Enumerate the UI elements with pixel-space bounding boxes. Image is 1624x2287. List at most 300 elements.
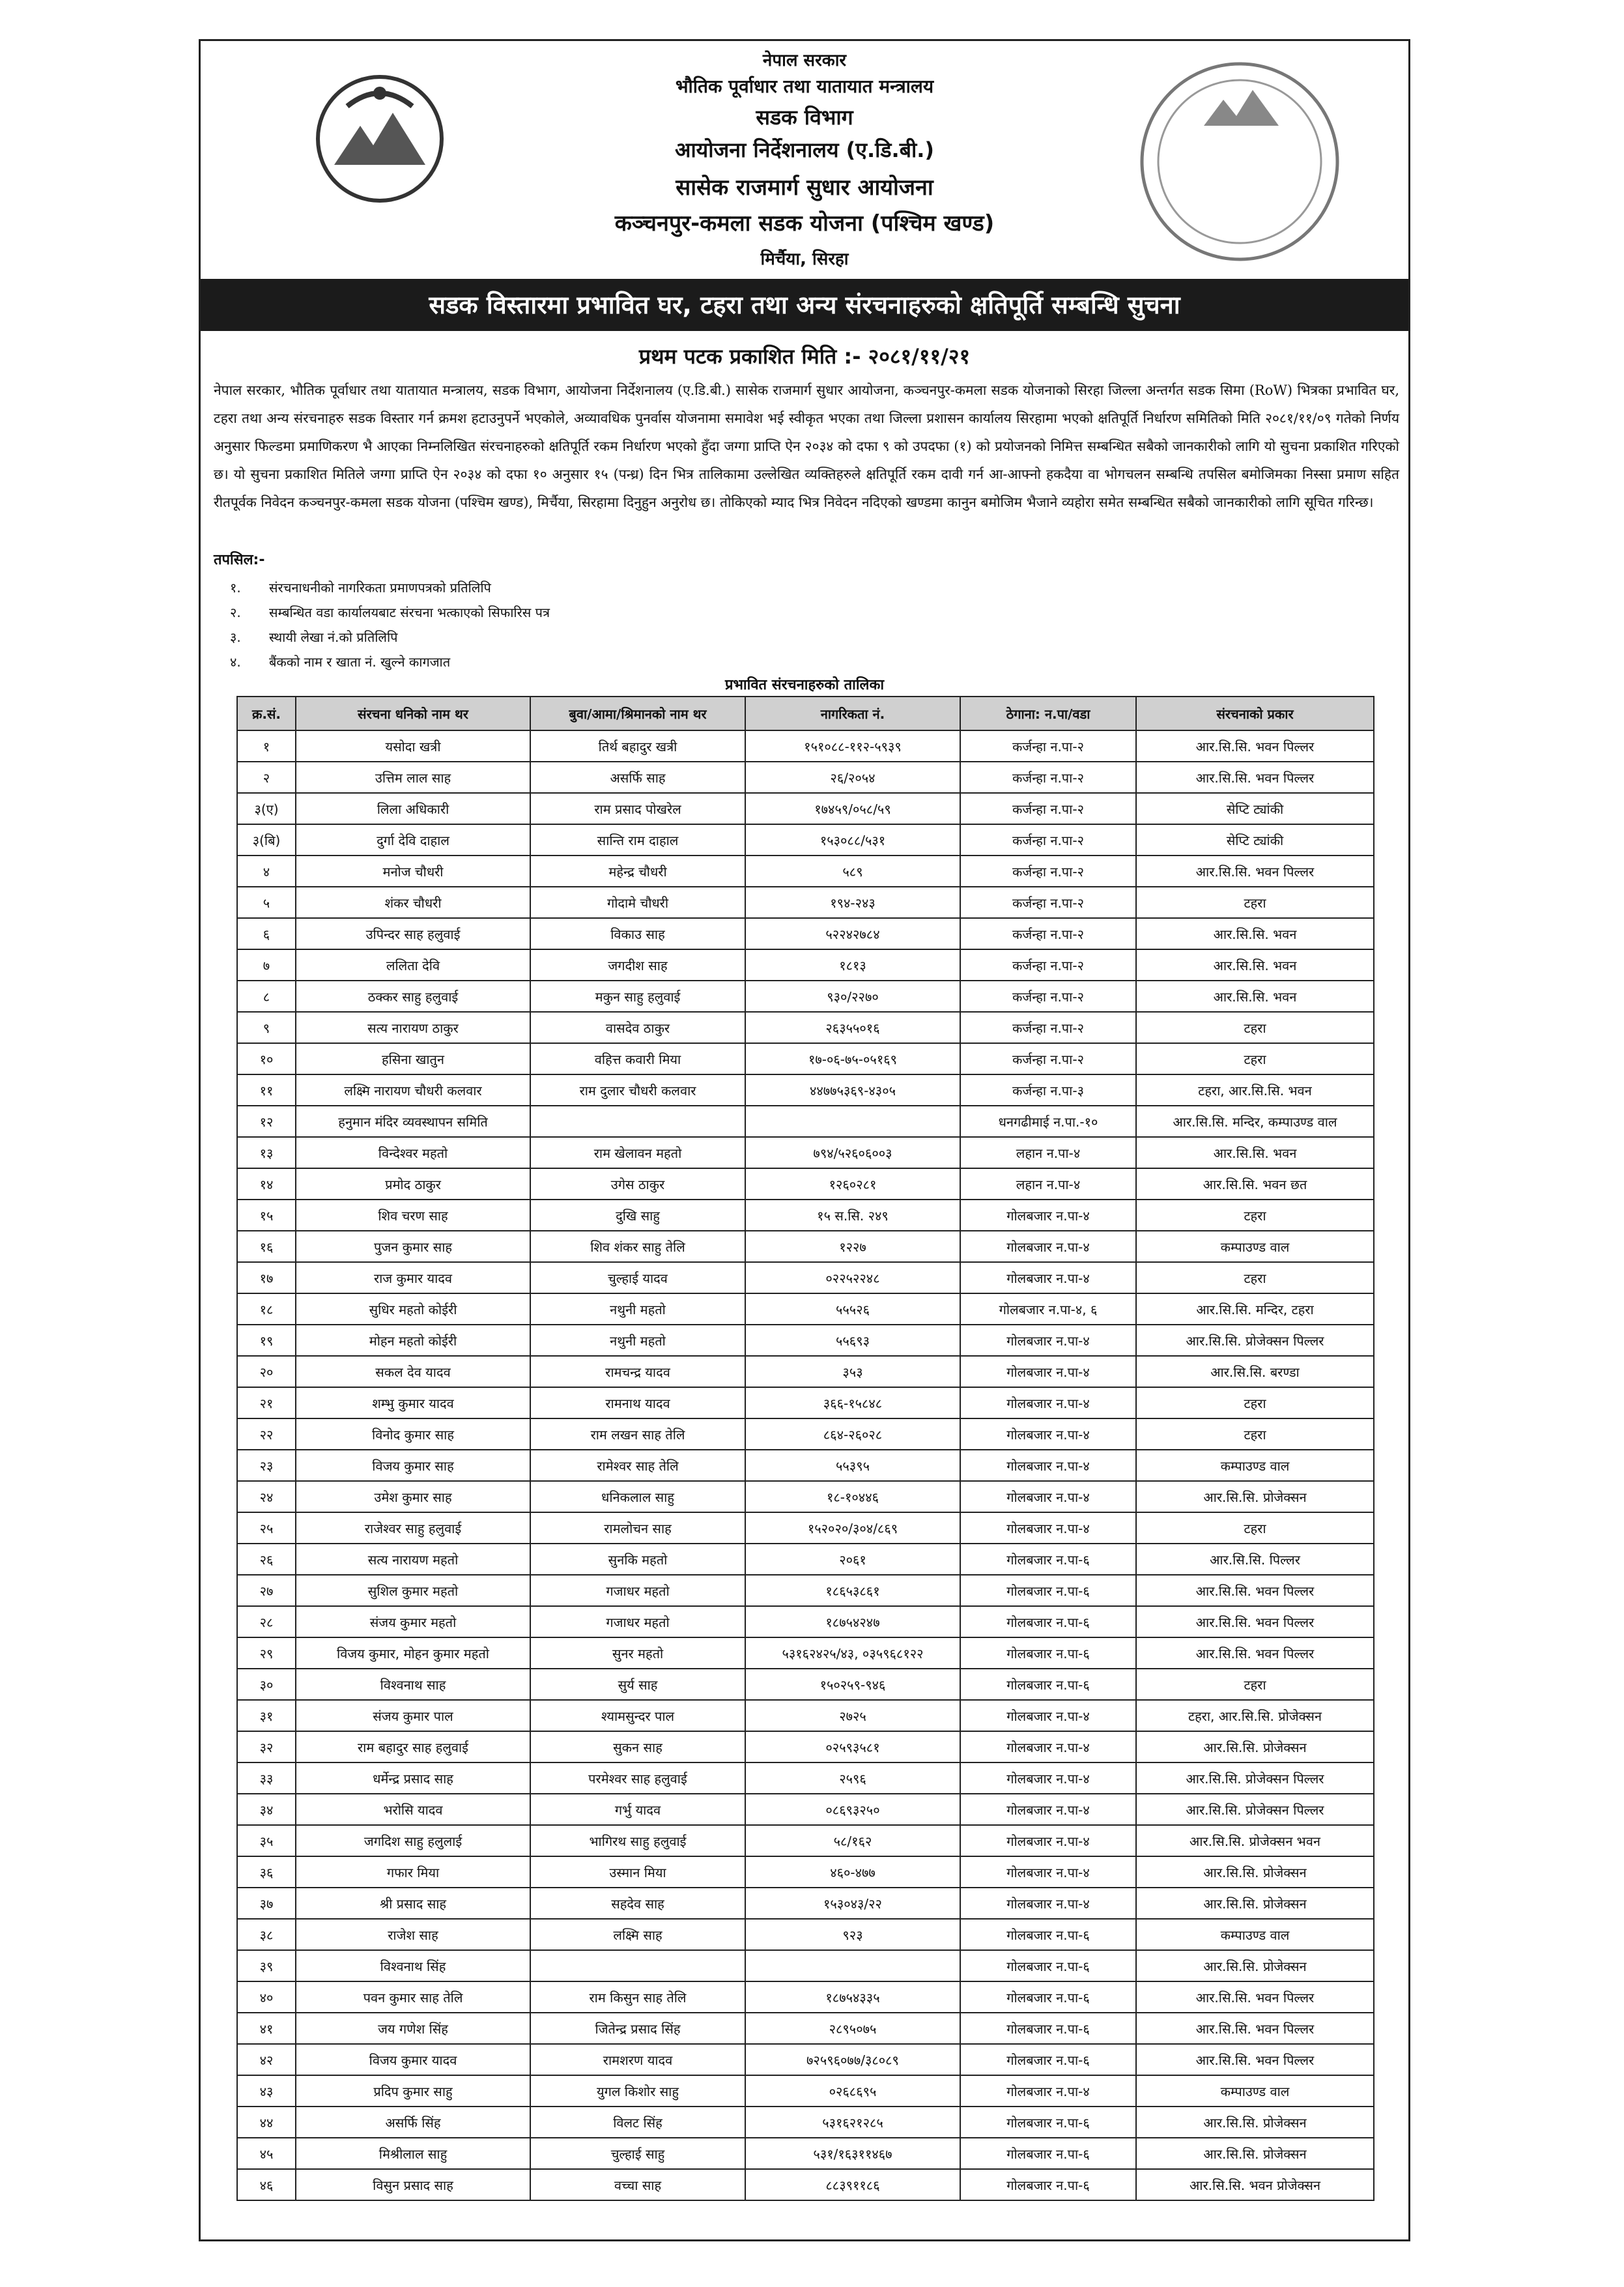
- cell-address: गोलबजार न.पा-६: [960, 1950, 1136, 1981]
- cell-parent-spouse-name: गजाधर महतो: [530, 1575, 745, 1606]
- cell-parent-spouse-name: सुर्य साह: [530, 1669, 745, 1700]
- cell-address: गोलबजार न.पा-४: [960, 1450, 1136, 1481]
- cell-citizenship-number: २८९५०७५: [745, 2013, 960, 2044]
- cell-address: कर्जन्हा न.पा-२: [960, 730, 1136, 762]
- cell-owner-name: राज कुमार यादव: [296, 1262, 530, 1293]
- cell-parent-spouse-name: वहित्त कवारी मिया: [530, 1043, 745, 1074]
- cell-serial: २५: [237, 1512, 296, 1544]
- cell-parent-spouse-name: धनिकलाल साहु: [530, 1481, 745, 1512]
- cell-structure-type: आर.सि.सि. बरण्डा: [1136, 1356, 1374, 1387]
- table-row: [237, 1231, 1374, 1262]
- document-number: २.: [230, 605, 241, 620]
- cell-owner-name: जगदिश साहु हलुलाई: [296, 1825, 530, 1856]
- cell-serial: ९: [237, 1012, 296, 1043]
- header-line-7: मिर्चैया, सिरहा: [760, 250, 849, 269]
- cell-address: गोलबजार न.पा-४: [960, 1262, 1136, 1293]
- cell-owner-name: श्री प्रसाद साह: [296, 1888, 530, 1919]
- table-row: [237, 1669, 1374, 1700]
- cell-owner-name: विजय कुमार यादव: [296, 2044, 530, 2075]
- cell-serial: ३९: [237, 1950, 296, 1981]
- cell-citizenship-number: ५३१/१६३११४६७: [745, 2138, 960, 2169]
- cell-parent-spouse-name: रामनाथ यादव: [530, 1387, 745, 1418]
- cell-owner-name: राजेश्वर साहु हलुवाई: [296, 1512, 530, 1544]
- cell-citizenship-number: १८६५३८६१: [745, 1575, 960, 1606]
- cell-serial: ३१: [237, 1700, 296, 1731]
- notice-title-banner: सडक विस्तारमा प्रभावित घर, टहरा तथा अन्य संरचनाहरुको क्षतिपूर्ति सम्बन्धि सुचना: [201, 279, 1408, 331]
- cell-serial: १३: [237, 1137, 296, 1168]
- cell-serial: २२: [237, 1418, 296, 1450]
- cell-structure-type: आर.सि.सि. भवन: [1136, 1137, 1374, 1168]
- cell-parent-spouse-name: युगल किशोर साहु: [530, 2075, 745, 2107]
- cell-structure-type: टहरा: [1136, 1669, 1374, 1700]
- cell-parent-spouse-name: तिर्थ बहादुर खत्री: [530, 730, 745, 762]
- cell-owner-name: मनोज चौधरी: [296, 856, 530, 887]
- cell-address: धनगढीमाई न.पा.-१०: [960, 1106, 1136, 1137]
- cell-address: कर्जन्हा न.पा-२: [960, 793, 1136, 824]
- cell-address: गोलबजार न.पा-६: [960, 2107, 1136, 2138]
- table-row: [237, 949, 1374, 981]
- cell-address: गोलबजार न.पा-४: [960, 1387, 1136, 1418]
- header-line-4: आयोजना निर्देशनालय (ए.डि.बी.): [674, 137, 935, 162]
- cell-serial: ६: [237, 918, 296, 949]
- table-row: [237, 1074, 1374, 1106]
- cell-address: कर्जन्हा न.पा-२: [960, 981, 1136, 1012]
- cell-structure-type: आर.सि.सि. भवन पिल्लर: [1136, 2044, 1374, 2075]
- cell-address: गोलबजार न.पा-६: [960, 1919, 1136, 1950]
- cell-address: कर्जन्हा न.पा-२: [960, 824, 1136, 856]
- cell-structure-type: कम्पाउण्ड वाल: [1136, 2075, 1374, 2107]
- cell-structure-type: आर.सि.सि. भवन पिल्लर: [1136, 1575, 1374, 1606]
- cell-parent-spouse-name: राम लखन साह तेलि: [530, 1418, 745, 1450]
- cell-parent-spouse-name: गोदामे चौधरी: [530, 887, 745, 918]
- cell-structure-type: आर.सि.सि. भवन पिल्लर: [1136, 856, 1374, 887]
- table-row: [237, 1762, 1374, 1794]
- header-line-1: नेपाल सरकार: [762, 51, 847, 70]
- document-text: सम्बन्धित वडा कार्यालयबाट संरचना भत्काएको सिफारिस पत्र: [269, 605, 550, 620]
- cell-citizenship-number: १५३०८८/५३१: [745, 824, 960, 856]
- cell-structure-type: आर.सि.सि. भवन छत: [1136, 1168, 1374, 1200]
- cell-structure-type: टहरा: [1136, 1418, 1374, 1450]
- cell-parent-spouse-name: श्यामसुन्दर पाल: [530, 1700, 745, 1731]
- cell-serial: ४६: [237, 2169, 296, 2200]
- table-row: [237, 1919, 1374, 1950]
- table-body: [237, 730, 1374, 2200]
- cell-serial: २७: [237, 1575, 296, 1606]
- cell-parent-spouse-name: चुल्हाई यादव: [530, 1262, 745, 1293]
- cell-address: कर्जन्हा न.पा-२: [960, 1012, 1136, 1043]
- table-row: [237, 1575, 1374, 1606]
- cell-structure-type: टहरा, आर.सि.सि. प्रोजेक्सन: [1136, 1700, 1374, 1731]
- cell-structure-type: आर.सि.सि. भवन पिल्लर: [1136, 730, 1374, 762]
- cell-serial: ४: [237, 856, 296, 887]
- cell-parent-spouse-name: विकाउ साह: [530, 918, 745, 949]
- cell-parent-spouse-name: जगदीश साह: [530, 949, 745, 981]
- document-text: बैंकको नाम र खाता नं. खुल्ने कागजात: [269, 654, 451, 670]
- cell-address: कर्जन्हा न.पा-२: [960, 762, 1136, 793]
- cell-parent-spouse-name: चुल्हाई साहु: [530, 2138, 745, 2169]
- cell-serial: २०: [237, 1356, 296, 1387]
- cell-address: कर्जन्हा न.पा-३: [960, 1074, 1136, 1106]
- cell-owner-name: राम बहादुर साह हलुवाई: [296, 1731, 530, 1762]
- cell-structure-type: आर.सि.सि. पिल्लर: [1136, 1544, 1374, 1575]
- cell-owner-name: विजय कुमार साह: [296, 1450, 530, 1481]
- cell-address: गोलबजार न.पा-४: [960, 1762, 1136, 1794]
- header-citizenship-number: नागरिकता नं.: [745, 697, 960, 730]
- cell-serial: २: [237, 762, 296, 793]
- cell-owner-name: सकल देव यादव: [296, 1356, 530, 1387]
- cell-serial: २४: [237, 1481, 296, 1512]
- cell-owner-name: सत्य नारायण ठाकुर: [296, 1012, 530, 1043]
- cell-parent-spouse-name: नथुनी महतो: [530, 1293, 745, 1325]
- cell-address: गोलबजार न.पा-४: [960, 1825, 1136, 1856]
- table-row: [237, 1544, 1374, 1575]
- cell-address: कर्जन्हा न.पा-२: [960, 949, 1136, 981]
- table-title: प्रभावित संरचनाहरुको तालिका: [724, 677, 885, 693]
- cell-parent-spouse-name: सान्ति राम दाहाल: [530, 824, 745, 856]
- table-row: [237, 1387, 1374, 1418]
- table-row: [237, 1481, 1374, 1512]
- cell-citizenship-number: ४६०-४७७: [745, 1856, 960, 1888]
- cell-owner-name: शंकर चौधरी: [296, 887, 530, 918]
- table-row: [237, 730, 1374, 762]
- cell-address: लहान न.पा-४: [960, 1137, 1136, 1168]
- cell-owner-name: दुर्गा देवि दाहाल: [296, 824, 530, 856]
- cell-address: गोलबजार न.पा-४: [960, 2075, 1136, 2107]
- cell-parent-spouse-name: वासदेव ठाकुर: [530, 1012, 745, 1043]
- cell-parent-spouse-name: गजाधर महतो: [530, 1606, 745, 1637]
- table-row: [237, 1043, 1374, 1074]
- cell-parent-spouse-name: दुखि साहु: [530, 1200, 745, 1231]
- cell-parent-spouse-name: भागिरथ साहु हलुवाई: [530, 1825, 745, 1856]
- cell-owner-name: विनोद कुमार साह: [296, 1418, 530, 1450]
- cell-owner-name: असर्फि सिंह: [296, 2107, 530, 2138]
- cell-parent-spouse-name: उगेस ठाकुर: [530, 1168, 745, 1200]
- cell-serial: ३५: [237, 1825, 296, 1856]
- cell-citizenship-number: २०६१: [745, 1544, 960, 1575]
- cell-structure-type: टहरा: [1136, 1387, 1374, 1418]
- cell-owner-name: शिव चरण साह: [296, 1200, 530, 1231]
- cell-citizenship-number: १८७५४३३५: [745, 1981, 960, 2013]
- cell-address: गोलबजार न.पा-६: [960, 2044, 1136, 2075]
- cell-serial: ३३: [237, 1762, 296, 1794]
- cell-citizenship-number: ४४७७५३६९-४३०५: [745, 1074, 960, 1106]
- cell-address: गोलबजार न.पा-४: [960, 1356, 1136, 1387]
- cell-address: गोलबजार न.पा-६: [960, 1606, 1136, 1637]
- cell-structure-type: टहरा: [1136, 887, 1374, 918]
- cell-address: लहान न.पा-४: [960, 1168, 1136, 1200]
- cell-structure-type: आर.सि.सि. भवन पिल्लर: [1136, 762, 1374, 793]
- table-row: [237, 1606, 1374, 1637]
- table-row: [237, 2044, 1374, 2075]
- cell-address: गोलबजार न.पा-६: [960, 1669, 1136, 1700]
- table-row: [237, 1637, 1374, 1669]
- cell-address: गोलबजार न.पा-४: [960, 1794, 1136, 1825]
- notice-paragraph: नेपाल सरकार, भौतिक पूर्वाधार तथा यातायात मन्त्रालय, सडक विभाग, आयोजना निर्देशनालय (ए.डि.बी.) सासेक राजमार्ग सुधार आयोजना, कञ्चनपुर-कमला सडक योजनाको सिरहा जिल्ला अन्तर्गत सडक सिमा (RoW) भित्रका प्रभावित घर, टहरा तथा अन्य संरचनाहरु सडक विस्तार गर्न क्रमश हटाउनुपर्ने भएकोले, अव्यावधिक पुनर्वास योजनामा समावेश भई स्वीकृत भएका तथा जिल्ला प्रशासन कार्यालय सिरहामा भएको क्षतिपूर्ति निर्धारण समितिको मिति २०८१/११/०९ गतेको निर्णय अनुसार फिल्डमा प्रमाणिकरण भै आएका निम्नलिखित संरचनाहरुको क्षतिपूर्ति रकम निर्धारण भएको हुँदा जग्गा प्राप्ति ऐन २०३४ को दफा ९ को उपदफा (१) को प्रयोजनको निमित्त सम्बन्धित सबैको जानकारीको लागि यो सुचना प्रकाशित गरिएको छ। यो सुचना प्रकाशित मितिले जग्गा प्राप्ति ऐन २०३४ को दफा १० अनुसार १५ (पन्ध्र) दिन भित्र तालिकामा उल्लेखित व्यक्तिहरुले क्षतिपूर्ति रकम दावी गर्न आ-आफ्नो हकदैया वा भोगचलन सम्बन्धि तपसिल बमोजिमका निस्सा प्रमाण सहित रीतपूर्वक निवेदन कञ्चनपुर-कमला सडक योजना (पश्चिम खण्ड), मिर्चैया, सिरहामा दिनुहुन अनुरोध छ। तोकिएको म्याद भित्र निवेदन नदिएको खण्डमा कानुन बमोजिम भैजाने व्यहोरा समेत सम्बन्धित सबैको जानकारीको लागि सूचित गरिन्छ।: [214, 382, 1399, 510]
- cell-address: गोलबजार न.पा-४: [960, 1200, 1136, 1231]
- cell-serial: ३०: [237, 1669, 296, 1700]
- cell-parent-spouse-name: शिव शंकर साहु तेलि: [530, 1231, 745, 1262]
- cell-structure-type: आर.सि.सि. भवन: [1136, 981, 1374, 1012]
- cell-structure-type: टहरा: [1136, 1262, 1374, 1293]
- cell-parent-spouse-name: लक्ष्मि साह: [530, 1919, 745, 1950]
- cell-address: गोलबजार न.पा-४: [960, 1325, 1136, 1356]
- cell-address: गोलबजार न.पा-४: [960, 1512, 1136, 1544]
- cell-owner-name: राजेश साह: [296, 1919, 530, 1950]
- cell-owner-name: विन्देश्वर महतो: [296, 1137, 530, 1168]
- cell-serial: ३६: [237, 1856, 296, 1888]
- cell-parent-spouse-name: परमेश्वर साह हलुवाई: [530, 1762, 745, 1794]
- cell-owner-name: धर्मेन्द्र प्रसाद साह: [296, 1762, 530, 1794]
- notice-frame: [199, 39, 1410, 2241]
- cell-serial: १५: [237, 1200, 296, 1231]
- cell-citizenship-number: ७२५९६०७७/३८०८९: [745, 2044, 960, 2075]
- cell-parent-spouse-name: [530, 1106, 745, 1137]
- cell-citizenship-number: १२२७: [745, 1231, 960, 1262]
- cell-structure-type: आर.सि.सि. प्रोजेक्सन: [1136, 1856, 1374, 1888]
- published-date: प्रथम पटक प्रकाशित मिति :- २०८१/११/२१: [638, 344, 971, 369]
- cell-owner-name: मोहन महतो कोईरी: [296, 1325, 530, 1356]
- cell-address: गोलबजार न.पा-६: [960, 2013, 1136, 2044]
- cell-owner-name: हसिना खातुन: [296, 1043, 530, 1074]
- cell-structure-type: आर.सि.सि. भवन पिल्लर: [1136, 2013, 1374, 2044]
- cell-structure-type: कम्पाउण्ड वाल: [1136, 1919, 1374, 1950]
- cell-owner-name: हनुमान मंदिर व्यवस्थापन समिति: [296, 1106, 530, 1137]
- cell-citizenship-number: ५२२४२७८४: [745, 918, 960, 949]
- cell-serial: ४३: [237, 2075, 296, 2107]
- table-row: [237, 1981, 1374, 2013]
- cell-structure-type: टहरा: [1136, 1512, 1374, 1544]
- cell-parent-spouse-name: मकुन साहु हलुवाई: [530, 981, 745, 1012]
- table-row: [237, 1731, 1374, 1762]
- cell-owner-name: शम्भु कुमार यादव: [296, 1387, 530, 1418]
- table-row: [237, 2138, 1374, 2169]
- table-row: [237, 1700, 1374, 1731]
- cell-structure-type: आर.सि.सि. भवन पिल्लर: [1136, 1981, 1374, 2013]
- cell-serial: ११: [237, 1074, 296, 1106]
- cell-parent-spouse-name: राम किसुन साह तेलि: [530, 1981, 745, 2013]
- cell-citizenship-number: ५८/१६२: [745, 1825, 960, 1856]
- cell-parent-spouse-name: महेन्द्र चौधरी: [530, 856, 745, 887]
- table-row: [237, 856, 1374, 887]
- header-structure-type: संरचनाको प्रकार: [1136, 697, 1374, 730]
- cell-serial: ४१: [237, 2013, 296, 2044]
- table-header-row: [237, 697, 1374, 730]
- cell-owner-name: प्रदिप कुमार साहु: [296, 2075, 530, 2107]
- cell-owner-name: संजय कुमार पाल: [296, 1700, 530, 1731]
- cell-citizenship-number: ५५६९३: [745, 1325, 960, 1356]
- cell-address: गोलबजार न.पा-४: [960, 1856, 1136, 1888]
- cell-address: गोलबजार न.पा-४: [960, 1481, 1136, 1512]
- cell-serial: ८: [237, 981, 296, 1012]
- cell-citizenship-number: ५३१६२१२८५: [745, 2107, 960, 2138]
- cell-citizenship-number: १५२०२०/३०४/८६९: [745, 1512, 960, 1544]
- cell-serial: १९: [237, 1325, 296, 1356]
- document-item: [230, 650, 550, 674]
- cell-citizenship-number: ०२५९३५८१: [745, 1731, 960, 1762]
- table-row: [237, 1418, 1374, 1450]
- affected-structures-table: [236, 696, 1375, 2201]
- cell-address: गोलबजार न.पा-६: [960, 1637, 1136, 1669]
- document-number: ३.: [230, 629, 241, 645]
- notice-header: [201, 41, 1408, 282]
- cell-owner-name: भरोसि यादव: [296, 1794, 530, 1825]
- cell-parent-spouse-name: जितेन्द्र प्रसाद सिंह: [530, 2013, 745, 2044]
- table-row: [237, 2013, 1374, 2044]
- cell-parent-spouse-name: रामशरण यादव: [530, 2044, 745, 2075]
- cell-citizenship-number: ९३०/२२७०: [745, 981, 960, 1012]
- cell-parent-spouse-name: नथुनी महतो: [530, 1325, 745, 1356]
- document-number: १.: [230, 580, 241, 596]
- cell-parent-spouse-name: रामलोचन साह: [530, 1512, 745, 1544]
- cell-parent-spouse-name: राम खेलावन महतो: [530, 1137, 745, 1168]
- cell-address: गोलबजार न.पा-४: [960, 1418, 1136, 1450]
- cell-owner-name: ठक्कर साहु हलुवाई: [296, 981, 530, 1012]
- cell-owner-name: यसोदा खत्री: [296, 730, 530, 762]
- cell-owner-name: पुजन कुमार साह: [296, 1231, 530, 1262]
- header-owner-name: संरचना धनिको नाम थर: [296, 697, 530, 730]
- cell-serial: १२: [237, 1106, 296, 1137]
- cell-serial: ४०: [237, 1981, 296, 2013]
- cell-serial: १: [237, 730, 296, 762]
- cell-owner-name: विश्वनाथ साह: [296, 1669, 530, 1700]
- header-address: ठेगाना: न.पा/वडा: [960, 697, 1136, 730]
- table-row: [237, 1106, 1374, 1137]
- cell-address: कर्जन्हा न.पा-२: [960, 1043, 1136, 1074]
- cell-citizenship-number: ०८६९३२५०: [745, 1794, 960, 1825]
- cell-parent-spouse-name: वच्चा साह: [530, 2169, 745, 2200]
- cell-serial: २३: [237, 1450, 296, 1481]
- cell-structure-type: आर.सि.सि. प्रोजेक्सन: [1136, 1481, 1374, 1512]
- table-row: [237, 887, 1374, 918]
- document-number: ४.: [230, 654, 241, 670]
- header-parent-spouse-name: बुवा/आमा/श्रिमानको नाम थर: [530, 697, 745, 730]
- cell-address: गोलबजार न.पा-४: [960, 1700, 1136, 1731]
- cell-citizenship-number: १७-०६-७५-०५१६९: [745, 1043, 960, 1074]
- cell-owner-name: विश्वनाथ सिंह: [296, 1950, 530, 1981]
- cell-citizenship-number: ९२३: [745, 1919, 960, 1950]
- cell-citizenship-number: ०२२५२२४८: [745, 1262, 960, 1293]
- table-row: [237, 2107, 1374, 2138]
- cell-owner-name: उमेश कुमार साह: [296, 1481, 530, 1512]
- cell-serial: ३८: [237, 1919, 296, 1950]
- cell-owner-name: विजय कुमार, मोहन कुमार महतो: [296, 1637, 530, 1669]
- cell-citizenship-number: १८-१०४४६: [745, 1481, 960, 1512]
- cell-structure-type: कम्पाउण्ड वाल: [1136, 1231, 1374, 1262]
- cell-owner-name: लक्ष्मि नारायण चौधरी कलवार: [296, 1074, 530, 1106]
- cell-structure-type: आर.सि.सि. प्रोजेक्सन पिल्लर: [1136, 1325, 1374, 1356]
- office-stamp-icon: [1132, 54, 1347, 269]
- document-text: संरचनाधनीको नागरिकता प्रमाणपत्रको प्रतिलिपि: [269, 580, 491, 596]
- cell-address: कर्जन्हा न.पा-२: [960, 856, 1136, 887]
- cell-parent-spouse-name: सहदेव साह: [530, 1888, 745, 1919]
- cell-citizenship-number: ५५३९५: [745, 1450, 960, 1481]
- cell-parent-spouse-name: [530, 1950, 745, 1981]
- cell-address: गोलबजार न.पा-४: [960, 1731, 1136, 1762]
- cell-citizenship-number: ५३१६२४२५/४३, ०३५९६८१२२: [745, 1637, 960, 1669]
- cell-citizenship-number: ५८९: [745, 856, 960, 887]
- cell-serial: १६: [237, 1231, 296, 1262]
- cell-structure-type: आर.सि.सि. भवन: [1136, 949, 1374, 981]
- cell-owner-name: सुशिल कुमार महतो: [296, 1575, 530, 1606]
- cell-citizenship-number: २७२५: [745, 1700, 960, 1731]
- cell-serial: २६: [237, 1544, 296, 1575]
- cell-citizenship-number: ७९४/५२६०६००३: [745, 1137, 960, 1168]
- cell-owner-name: उपिन्दर साह हलुवाई: [296, 918, 530, 949]
- cell-serial: ३२: [237, 1731, 296, 1762]
- cell-serial: ४२: [237, 2044, 296, 2075]
- cell-parent-spouse-name: गर्भु यादव: [530, 1794, 745, 1825]
- cell-citizenship-number: [745, 1106, 960, 1137]
- table-row: [237, 1168, 1374, 1200]
- cell-owner-name: सत्य नारायण महतो: [296, 1544, 530, 1575]
- cell-structure-type: आर.सि.सि. मन्दिर, कम्पाउण्ड वाल: [1136, 1106, 1374, 1137]
- cell-structure-type: आर.सि.सि. प्रोजेक्सन: [1136, 1731, 1374, 1762]
- cell-owner-name: प्रमोद ठाकुर: [296, 1168, 530, 1200]
- cell-citizenship-number: ३५३: [745, 1356, 960, 1387]
- cell-owner-name: ललिता देवि: [296, 949, 530, 981]
- table-row: [237, 1512, 1374, 1544]
- cell-parent-spouse-name: विलट सिंह: [530, 2107, 745, 2138]
- table-row: [237, 1293, 1374, 1325]
- cell-structure-type: आर.सि.सि. प्रोजेक्सन: [1136, 2107, 1374, 2138]
- cell-structure-type: आर.सि.सि. प्रोजेक्सन: [1136, 2138, 1374, 2169]
- table-row: [237, 1950, 1374, 1981]
- cell-citizenship-number: १९४-२४३: [745, 887, 960, 918]
- table-row: [237, 2075, 1374, 2107]
- table-row: [237, 1262, 1374, 1293]
- cell-address: गोलबजार न.पा-४: [960, 1231, 1136, 1262]
- cell-serial: ३४: [237, 1794, 296, 1825]
- cell-address: गोलबजार न.पा-६: [960, 2169, 1136, 2200]
- cell-structure-type: टहरा, आर.सि.सि. भवन: [1136, 1074, 1374, 1106]
- cell-owner-name: पवन कुमार साह तेलि: [296, 1981, 530, 2013]
- cell-serial: ३(ए): [237, 793, 296, 824]
- cell-serial: ३७: [237, 1888, 296, 1919]
- document-item: [230, 625, 550, 650]
- cell-citizenship-number: १७४५९/०५८/५९: [745, 793, 960, 824]
- cell-address: गोलबजार न.पा-४, ६: [960, 1293, 1136, 1325]
- cell-citizenship-number: १५१०८८-११२-५९३९: [745, 730, 960, 762]
- cell-structure-type: आर.सि.सि. प्रोजेक्सन पिल्लर: [1136, 1794, 1374, 1825]
- cell-owner-name: सुधिर महतो कोईरी: [296, 1293, 530, 1325]
- cell-address: गोलबजार न.पा-६: [960, 1575, 1136, 1606]
- cell-parent-spouse-name: सुनकि महतो: [530, 1544, 745, 1575]
- cell-serial: ४४: [237, 2107, 296, 2138]
- cell-structure-type: टहरा: [1136, 1012, 1374, 1043]
- cell-address: कर्जन्हा न.पा-२: [960, 887, 1136, 918]
- cell-serial: २८: [237, 1606, 296, 1637]
- cell-structure-type: आर.सि.सि. भवन पिल्लर: [1136, 1637, 1374, 1669]
- cell-parent-spouse-name: राम प्रसाद पोखरेल: [530, 793, 745, 824]
- cell-parent-spouse-name: सुकन साह: [530, 1731, 745, 1762]
- cell-serial: १४: [237, 1168, 296, 1200]
- cell-citizenship-number: १२६०२८१: [745, 1168, 960, 1200]
- header-line-3: सडक विभाग: [756, 105, 853, 130]
- cell-citizenship-number: २५९६: [745, 1762, 960, 1794]
- cell-citizenship-number: १८१३: [745, 949, 960, 981]
- tapsil-label: तपसिल:-: [214, 552, 265, 568]
- table-row: [237, 1325, 1374, 1356]
- table-row: [237, 1137, 1374, 1168]
- cell-structure-type: टहरा: [1136, 1043, 1374, 1074]
- table-row: [237, 1856, 1374, 1888]
- cell-citizenship-number: ०२६८६९५: [745, 2075, 960, 2107]
- cell-owner-name: लिला अधिकारी: [296, 793, 530, 824]
- cell-serial: १८: [237, 1293, 296, 1325]
- table-row: [237, 1794, 1374, 1825]
- cell-owner-name: विसुन प्रसाद साह: [296, 2169, 530, 2200]
- header-line-6: कञ्चनपुर-कमला सडक योजना (पश्चिम खण्ड): [614, 210, 995, 237]
